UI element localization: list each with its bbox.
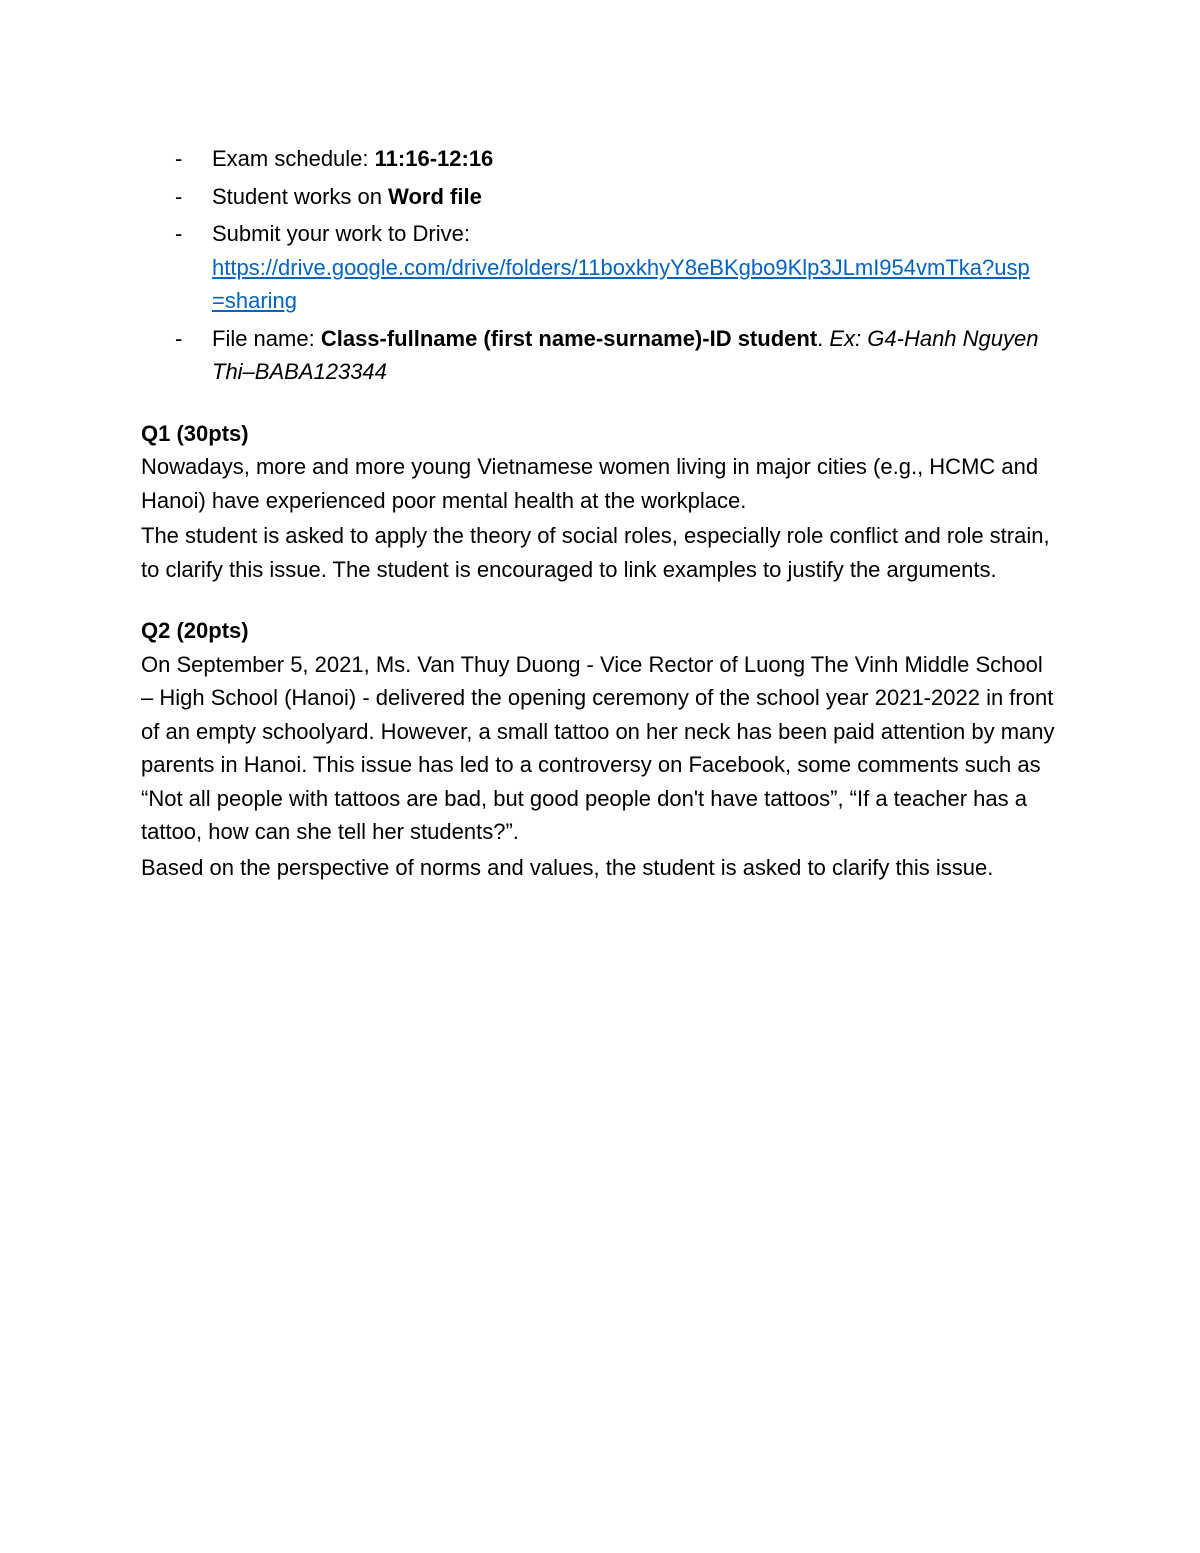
question-1 — [141, 417, 1061, 587]
list-item-file-name — [141, 322, 1061, 389]
question-2-paragraph-1: On September 5, 2021, Ms. Van Thuy Duong - Vice Rector of Luong The Vinh Middle School – High School (Hanoi) - delivered the opening ceremony of the school year 2021-2022 in front of an empty schoolyard. However, a small tattoo on her neck has been paid attention by many parents in Hanoi. This issue has led to a controversy on Facebook, some comments such as “Not all people with tattoos are bad, but good people don't have tattoos”, “If a teacher has a tattoo, how can she tell her students?”. — [141, 651, 1055, 844]
drive-folder-link[interactable]: https://drive.google.com/drive/folders/11boxkhyY8eBKgbo9Klp3JLmI954vmTka?usp=sharing — [212, 254, 1030, 313]
bullet-dash: - — [175, 221, 183, 246]
file-name-example: Ex: G4-Hanh Nguyen Thi–BABA123344 — [212, 325, 1039, 384]
question-2-paragraph-2: Based on the perspective of norms and values, the student is asked to clarify this issue. — [141, 854, 994, 880]
list-item-submit — [141, 217, 1061, 318]
bullet-dash: - — [175, 325, 183, 351]
list-item-exam-schedule — [141, 142, 1061, 176]
question-1-heading: Q1 (30pts) — [141, 420, 249, 446]
file-name-label: File name: — [212, 325, 321, 351]
question-1-paragraph-1: Nowadays, more and more young Vietnamese women living in major cities (e.g., HCMC and Hanoi) have experienced poor mental health at the workplace. — [141, 454, 1039, 513]
submit-label: Submit your work to Drive: — [212, 221, 470, 246]
instructions-list — [141, 142, 1061, 389]
bullet-dash: - — [175, 183, 183, 209]
list-item-word-file — [141, 180, 1061, 214]
document-content — [141, 142, 1061, 884]
question-2 — [141, 614, 1061, 884]
exam-schedule-value: 11:16-12:16 — [374, 146, 494, 171]
word-file-label: Student works on — [212, 183, 389, 209]
exam-schedule-label: Exam schedule: — [212, 146, 375, 171]
bullet-dash: - — [175, 146, 183, 171]
word-file-value: Word file — [388, 183, 482, 209]
question-2-heading: Q2 (20pts) — [141, 618, 249, 643]
file-name-period: . — [817, 325, 830, 351]
question-1-paragraph-2: The student is asked to apply the theory of social roles, especially role conflict and role strain, to clarify this issue. The student is encouraged to link examples to justify the arguments. — [141, 523, 1050, 582]
file-name-value: Class-fullname (first name-surname)-ID student — [320, 325, 818, 351]
